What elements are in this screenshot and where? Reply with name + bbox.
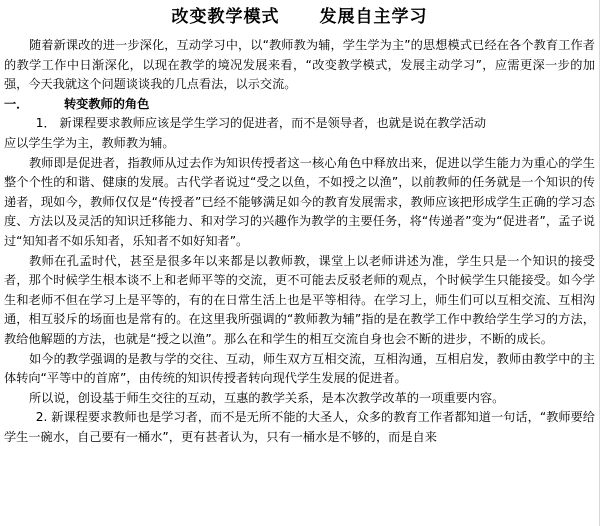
paragraph-history: 教师在孔孟时代，甚至是很多年以来都是以教师教，课堂上以老师讲述为准，学生只是一个知识的接受者，那个时候学生根本谈不上和老师平等的交流，更不可能去反驳老师的观点，个时候学生只能接受。如今学生和老师不但在学习上是平等的，有的在日常生活上也是平等相待。在学习上，师生们可以互相交流、互相沟通，相互驳斥的场面也是常有的。在这里我所强调的“教师教为辅”指的是在教学工作中教给学生学习的方法，教给他解题的方法，也就是“授之以渔”。那么在和学生的相互交流自身也会不断的进步，不断的成长。	[4, 253, 595, 346]
paragraph-conclusion: 所以说，创设基于师生交往的互动，互惠的教学关系，是本次教学改革的一项重要内容。	[29, 390, 505, 405]
section-number: 一．	[4, 96, 29, 111]
section-title: 转变教师的角色	[64, 96, 150, 111]
section-heading-1	[4, 95, 595, 115]
title-left: 改变教学模式	[171, 7, 280, 27]
document-title	[4, 6, 595, 36]
point-1-line-2: 应以学生学为主，教师教为辅。	[4, 135, 175, 150]
intro-paragraph: 随着新课改的进一步深化，互动学习中，以“教师教为辅，学生学为主”的思想模式已经在各个教育工作者的教学工作中日渐深化，以现在教学的境况发展来看，“改变教学模式，发展主动学习”，应需更深一步的加强，今天我就这个问题谈谈我的几点看法，以示交流。	[4, 38, 595, 92]
paragraph-interaction: 如今的教学强调的是教与学的交往、互动，师生双方互相交流，互相沟通，互相启发，教师由教学中的主体转向“平等中的首席”，由传统的知识传授者转向现代学生发展的促进者。	[4, 351, 595, 386]
point-1-line-1: 1． 新课程要求教师应该是学生学习的促进者，而不是领导者，也就是说在教学活动	[35, 116, 487, 131]
paragraph-facilitator: 教师即是促进者，指教师从过去作为知识传授者这一核心角色中释放出来，促进以学生能力为重心的学生整个个性的和谐、健康的发展。古代学者说过“受之以鱼，不如授之以渔”，以前教师的任务就是一个知识的传递者，现如今，教师仅仅是“传授者”已经不能够满足如今的教育发展需求，教师应该把形成学生正确的学习态度、方法以及灵活的知识迁移能力、和对学习的兴趣作为教学的主要任务，将“传递者”变为“促进者”，孟子说过“知知者不如乐知者，乐知者不如好知者”。	[4, 155, 595, 248]
point-2-paragraph: 2. 新课程要求教师也是学习者，而不是无所不能的大圣人，众多的教育工作者都知道一句话，“教师要给学生一碗水，自己要有一桶水”，更有甚者认为，只有一桶水是不够的，而是自来	[4, 410, 595, 444]
title-right: 发展自主学习	[319, 7, 428, 27]
